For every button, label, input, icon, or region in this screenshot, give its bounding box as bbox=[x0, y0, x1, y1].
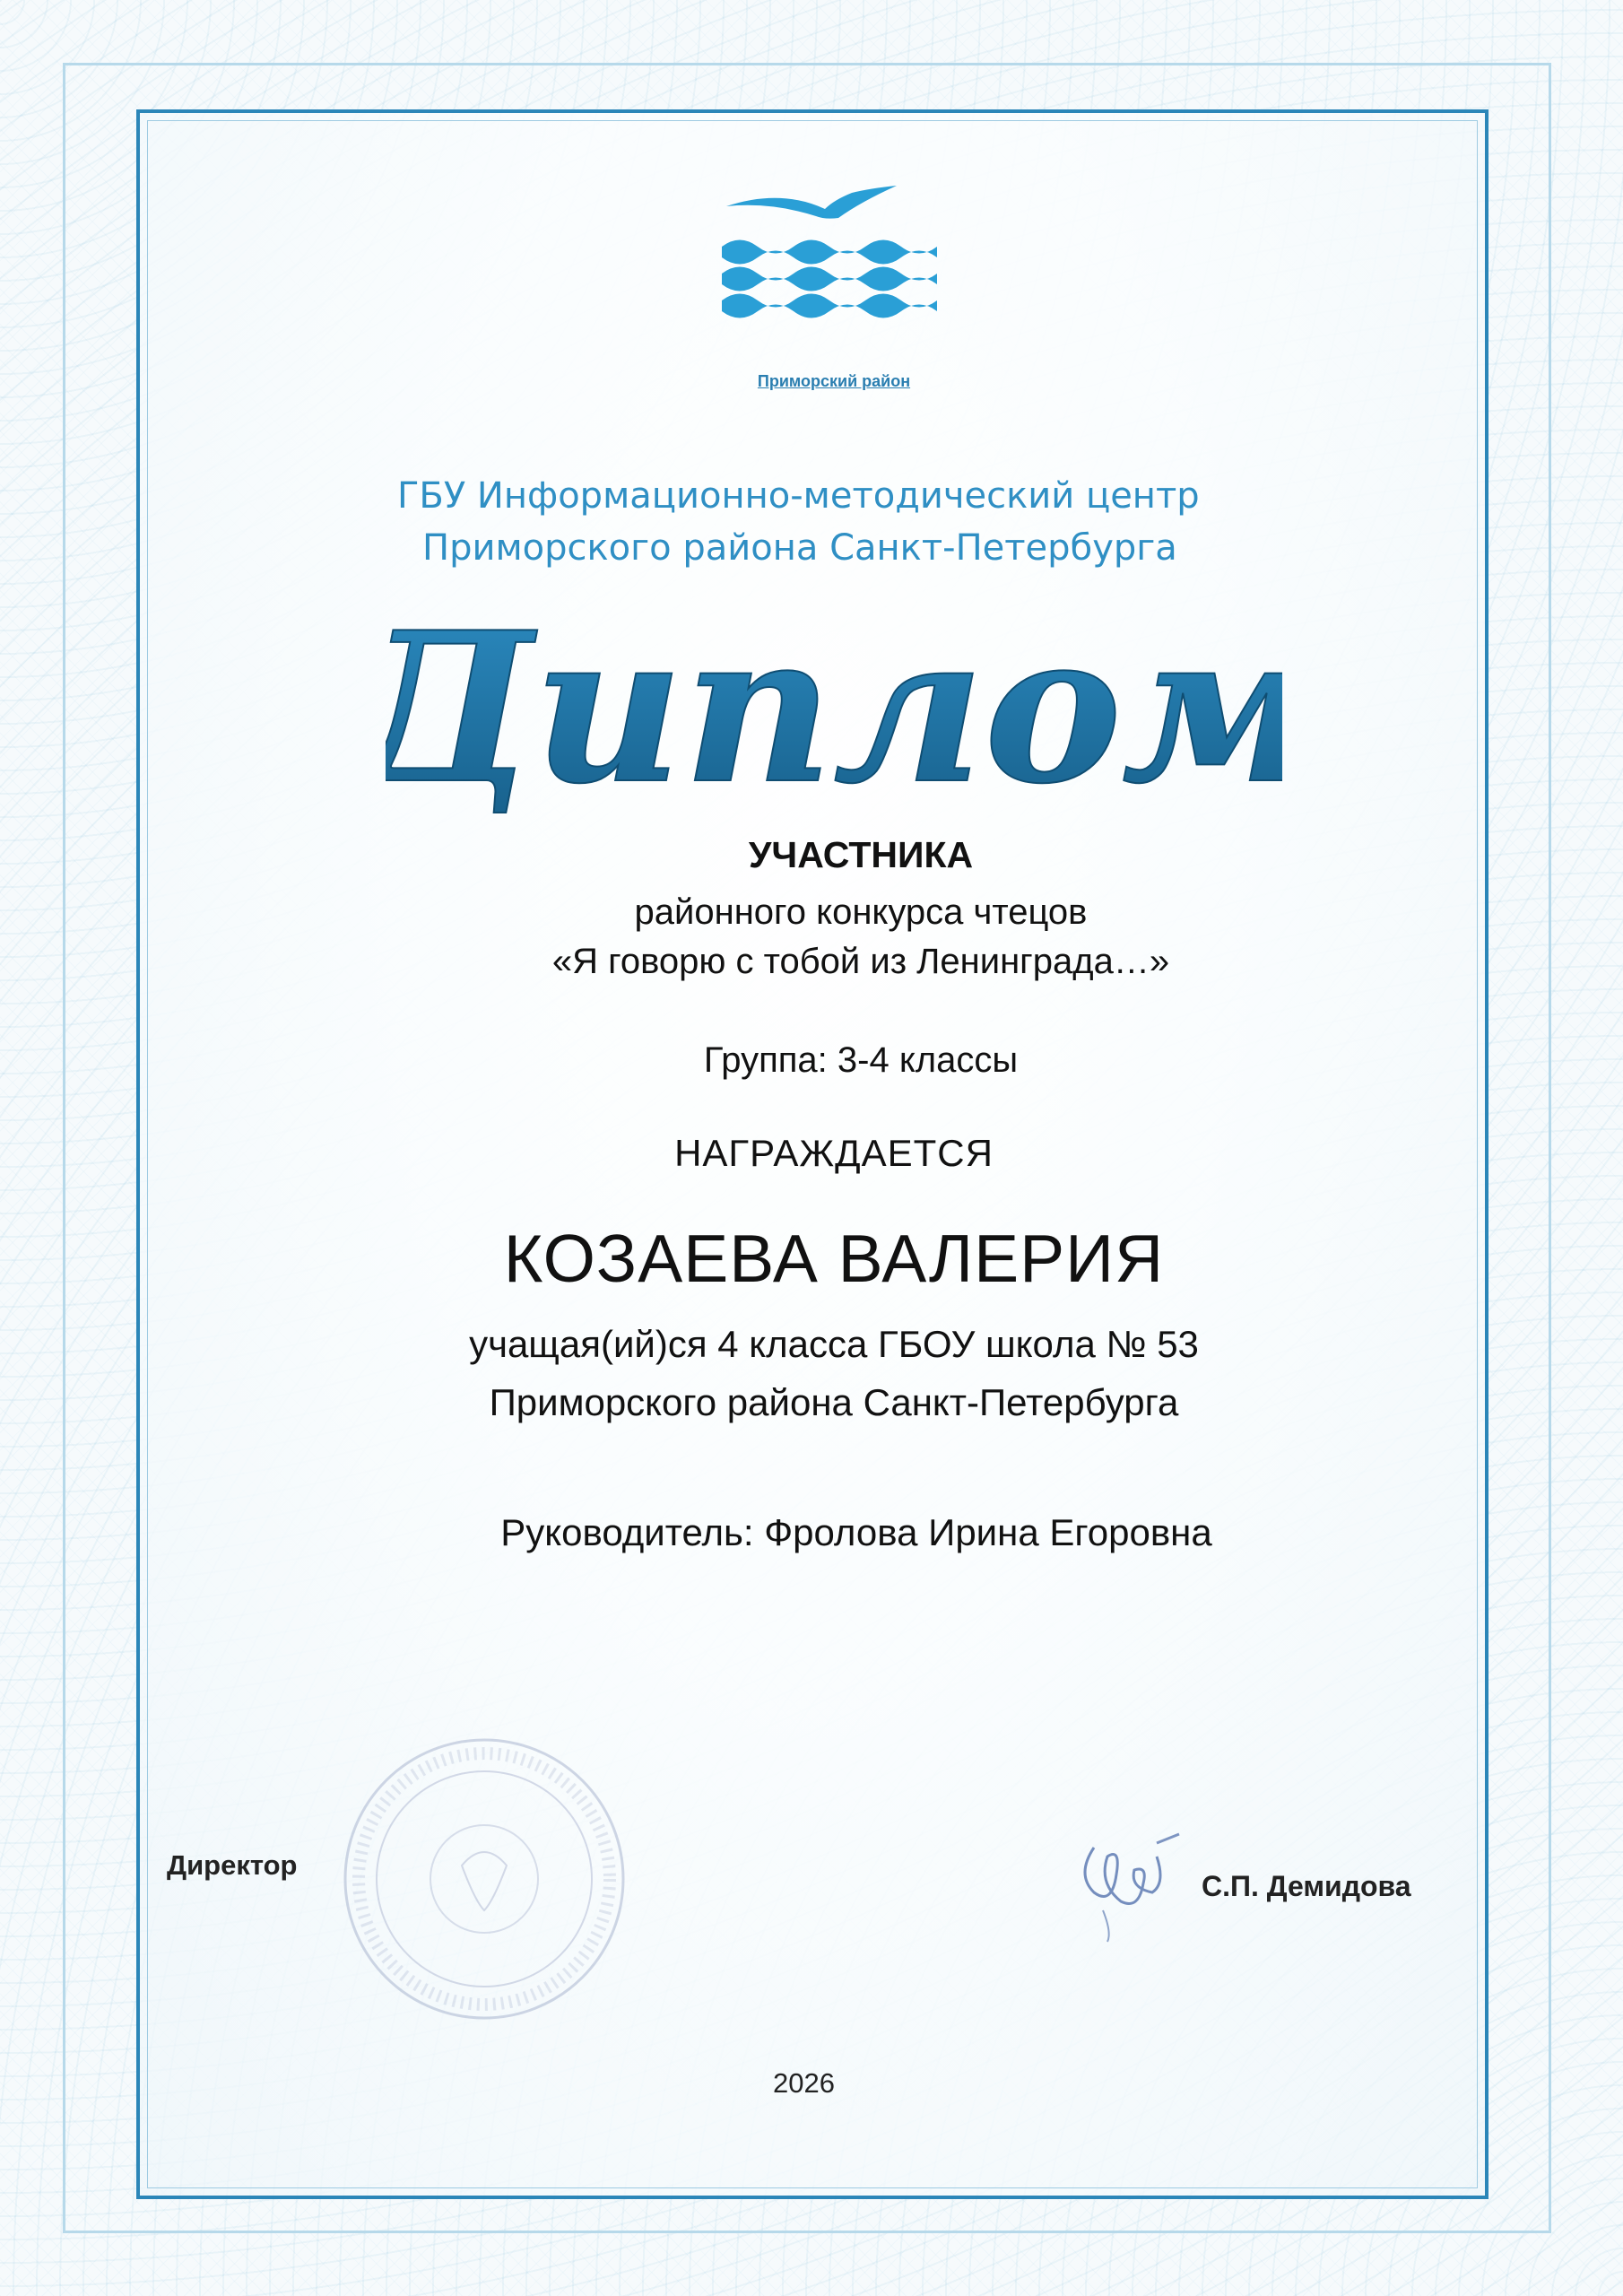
district-logo bbox=[717, 184, 942, 336]
contest-line-1: районного конкурса чтецов bbox=[634, 892, 1088, 932]
group-line: Группа: 3-4 классы bbox=[703, 1040, 1019, 1080]
awarded-line: НАГРАЖДАЕТСЯ bbox=[674, 1132, 994, 1174]
participant-heading: УЧАСТНИКА bbox=[748, 834, 974, 875]
contest-line-2: «Я говорю с тобой из Ленинграда…» bbox=[551, 942, 1170, 981]
year: 2026 bbox=[773, 2067, 835, 2099]
organization-line-1-text: ГБУ Информационно-методический центр bbox=[397, 475, 1200, 517]
diploma-title-svg bbox=[386, 596, 1282, 830]
organization-line-1 bbox=[108, 475, 1623, 517]
diploma-title-text: Диплом bbox=[386, 596, 1282, 830]
leader-line: Руководитель: Фролова Ирина Егоровна bbox=[500, 1511, 1212, 1553]
director-position: Директор bbox=[167, 1849, 298, 1881]
director-signature bbox=[1067, 1821, 1193, 1946]
diploma-title bbox=[386, 596, 1282, 830]
logo-caption: Приморский район bbox=[757, 372, 911, 390]
recipient-name: КОЗАЕВА ВАЛЕРИЯ bbox=[503, 1221, 1165, 1296]
student-info-line-2: Приморского района Санкт-Петербурга bbox=[489, 1381, 1179, 1423]
organization-line-2-text: Приморского района Санкт-Петербурга bbox=[422, 527, 1177, 569]
official-stamp bbox=[336, 1731, 632, 2027]
director-name: С.П. Демидова bbox=[1202, 1870, 1411, 1902]
student-info-line-1: учащая(ий)ся 4 класса ГБОУ школа № 53 bbox=[469, 1323, 1199, 1365]
organization-line-2 bbox=[108, 527, 1623, 569]
